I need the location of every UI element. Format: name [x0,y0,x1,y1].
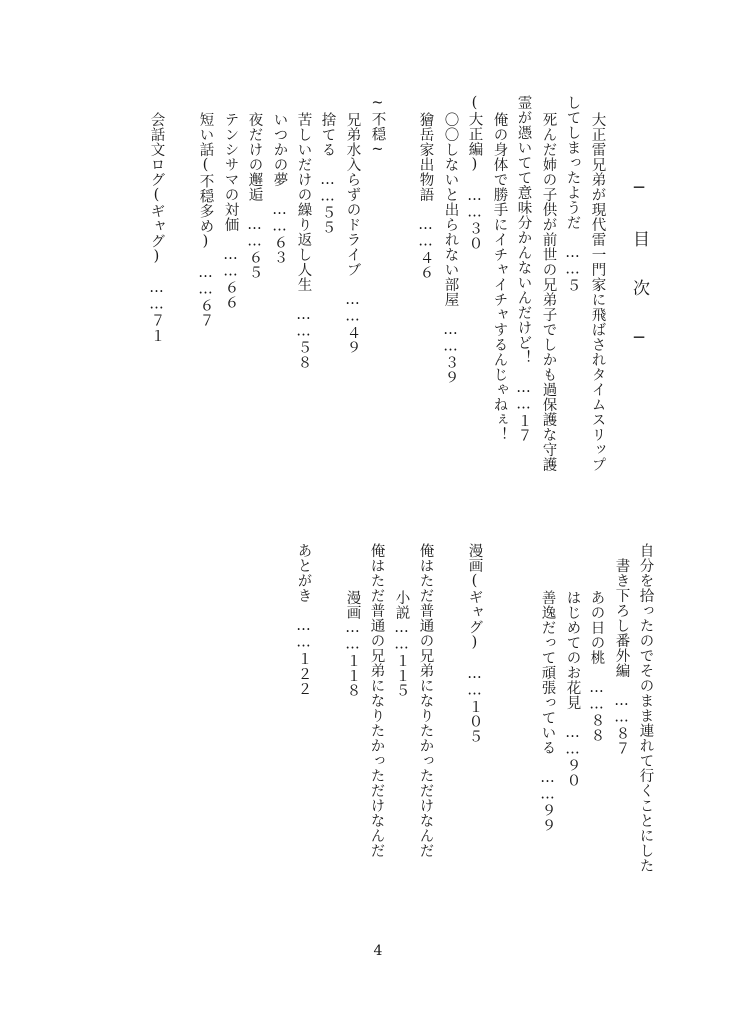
toc-entry: 俺はただ普通の兄弟になりたかっただけなんだ [417,543,434,858]
toc-entry: はじめてのお花見 ……９０ [564,590,581,788]
toc-entry: 霊が憑いてて意味分かんないんだけど！ ……１７ [515,95,532,443]
toc-entry: あの日の桃 ……８８ [588,590,605,743]
toc-entry: 小説……１１５ [393,590,410,698]
toc-entry: 善逸だって頑張っている ……９９ [539,590,556,833]
toc-entry: 会話文ログ(ギャグ) ……７１ [148,112,165,343]
toc-entry: 兄弟水入らずのドライブ ……４９ [344,112,361,355]
toc-entry: 捨てる ……５５ [319,112,336,235]
toc-entry: 漫画(ギャグ) ……１０５ [466,543,483,744]
toc-entry: 死んだ姉の子供が前世の兄弟子でしかも過保護な守護 [540,112,557,472]
toc-entry: 〇〇しないと出られない部屋 ……３９ [442,112,459,385]
toc-entry: テンシサマの対価 ……６６ [222,112,239,310]
toc-entry: 漫画……１１８ [344,590,361,698]
toc-entry: いつかの夢 ……６３ [271,112,288,265]
toc-entry: 獪岳家出物語 ……４６ [417,112,434,280]
toc-entry: 苦しいだけの繰り返し人生 ……５８ [295,112,312,370]
toc-entry: あとがき ……１２２ [295,543,312,696]
toc-entry: 俺の身体で勝手にイチャイチャするんじゃねぇ！ [491,112,508,442]
toc-section-heading: ~不穏~ [369,95,386,158]
toc-entry: してしまったようだ ……５ [564,95,581,293]
toc-entry: 短い話(不穏多め) ……６７ [197,112,214,328]
toc-entry: 自分を拾ったのでそのまま連れて行くことにした [637,543,654,873]
toc-entry: (大正編) ……３０ [466,95,483,251]
toc-title: ─ 目 次 ─ [629,178,649,354]
toc-entry: 夜だけの邂逅 ……６５ [246,112,263,280]
toc-entry: 大正雷兄弟が現代雷一門家に飛ばされタイムスリップ [589,112,606,472]
toc-entry: 書き下ろし番外編 ……８７ [613,558,630,756]
toc-entry: 俺はただ普通の兄弟になりたかっただけなんだ [368,543,385,858]
page-number: 4 [373,943,383,959]
